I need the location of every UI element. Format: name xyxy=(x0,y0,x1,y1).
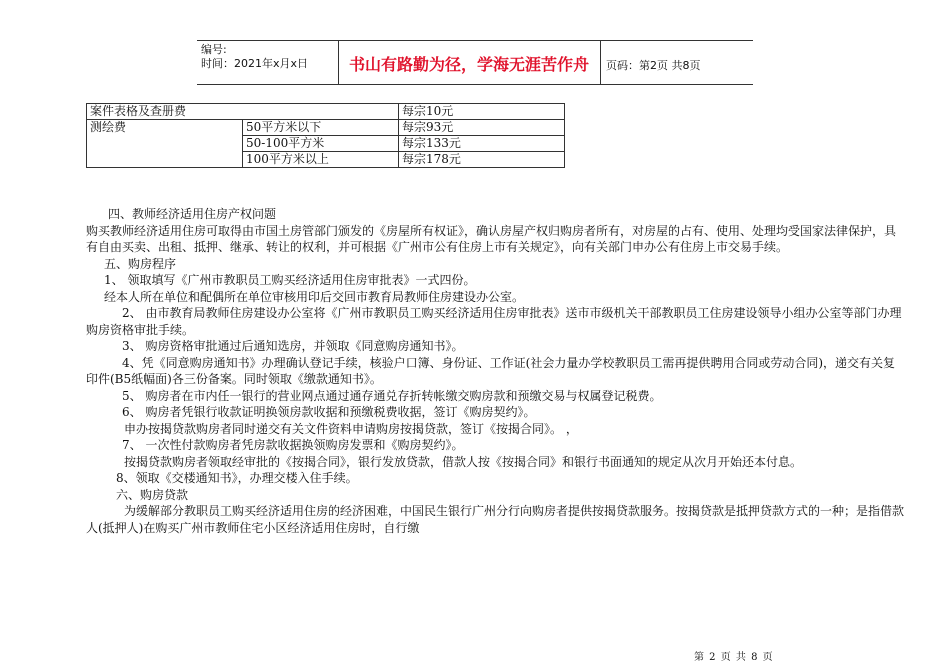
code-label: 编号: xyxy=(201,43,227,56)
section-6-paragraph: 为缓解部分教职员工购买经济适用住房的经济困难，中国民生银行广州分行向购房者提供按揭贷款服务。按揭贷款是抵押贷款方式的一种；是指借款人(抵押人)在购买广州市教师住宅小区经济适用住房时，自行缴 xyxy=(86,504,905,535)
area-range-cell: 100平方米以上 xyxy=(243,152,399,168)
fee-value-cell: 每宗133元 xyxy=(399,136,565,152)
fee-table xyxy=(86,103,565,168)
area-range-cell: 50平方米以下 xyxy=(243,120,399,136)
step-7-note: 按揭贷款购房者领取经审批的《按揭合同》，银行发放贷款，借款人按《按揭合同》和银行书面通知的规定从次月开始还本付息。 xyxy=(124,454,803,469)
step-4: 4、凭《同意购房通知书》办理确认登记手续，核验户口簿、身份证、工作证(社会力量办学校教职员工需再提供聘用合同或劳动合同)，递交有关复印件(B5纸幅面)各三份备案。同时领取《缴款通知书》。 xyxy=(86,355,896,386)
header-divider-right xyxy=(600,40,601,84)
document-body xyxy=(86,206,906,536)
time-label: 时间：2021年x月x日 xyxy=(201,57,309,70)
step-2: 2、 由市教育局教师住房建设办公室将《广州市教职员工购买经济适用住房审批表》送市市级机关干部教职员工住房建设领导小组办公室等部门办理购房资格审批手续。 xyxy=(86,306,902,337)
header-meta xyxy=(201,43,308,71)
step-8: 8、领取《交楼通知书》，办理交楼入住手续。 xyxy=(116,471,358,485)
fee-value-cell: 每宗93元 xyxy=(399,120,565,136)
step-6: 6、 购房者凭银行收款证明换领房款收据和预缴税费收据，签订《购房契约》。 xyxy=(122,405,536,419)
fee-value-cell: 每宗10元 xyxy=(399,104,565,120)
table-row xyxy=(87,120,565,136)
header-top-rule xyxy=(197,40,753,41)
header-bottom-rule xyxy=(197,84,753,85)
section-5-title: 五、购房程序 xyxy=(104,256,177,271)
header-page-number: 页码：第2页 共8页 xyxy=(606,59,701,72)
survey-fee-label: 测绘费 xyxy=(87,120,243,168)
fee-item-cell: 案件表格及查册费 xyxy=(87,104,399,120)
area-range-cell: 50-100平方米 xyxy=(243,136,399,152)
step-6-note: 申办按揭贷款购房者同时递交有关文件资料申请购房按揭贷款，签订《按揭合同》。 ， xyxy=(124,421,578,436)
section-4-paragraph: 购买教师经济适用住房可取得由市国土房管部门颁发的《房屋所有权证》，确认房屋产权归购房者所有，对房屋的占有、使用、处理均受国家法律保护，具有自由买卖、出租、抵押、继承、转让的权利，并可根据《广州市公有住房上市有关规定》，向有关部门申办公有住房上市交易手续。 xyxy=(86,223,897,254)
step-1-note: 经本人所在单位和配偶所在单位审核用印后交回市教育局教师住房建设办公室。 xyxy=(104,289,525,304)
table-row xyxy=(87,104,565,120)
footer-page-number: 第 2 页 共 8 页 xyxy=(694,652,774,663)
header-motto: 书山有路勤为径，学海无涯苦作舟 xyxy=(348,55,589,74)
section-6-title: 六、购房贷款 xyxy=(116,487,189,502)
step-1: 1、 领取填写《广州市教职员工购买经济适用住房审批表》一式四份。 xyxy=(104,273,476,287)
step-5: 5、 购房者在市内任一银行的营业网点通过通存通兑存折转帐缴交购房款和预缴交易与权属登记税费。 xyxy=(122,388,662,403)
section-4-title: 四、教师经济适用住房产权问题 xyxy=(108,207,277,221)
fee-value-cell: 每宗178元 xyxy=(399,152,565,168)
step-7: 7、 一次性付款购房者凭房款收据换领购房发票和《购房契约》。 xyxy=(122,438,464,452)
step-3: 3、 购房资格审批通过后通知选房，并领取《同意购房通知书》。 xyxy=(122,339,464,353)
